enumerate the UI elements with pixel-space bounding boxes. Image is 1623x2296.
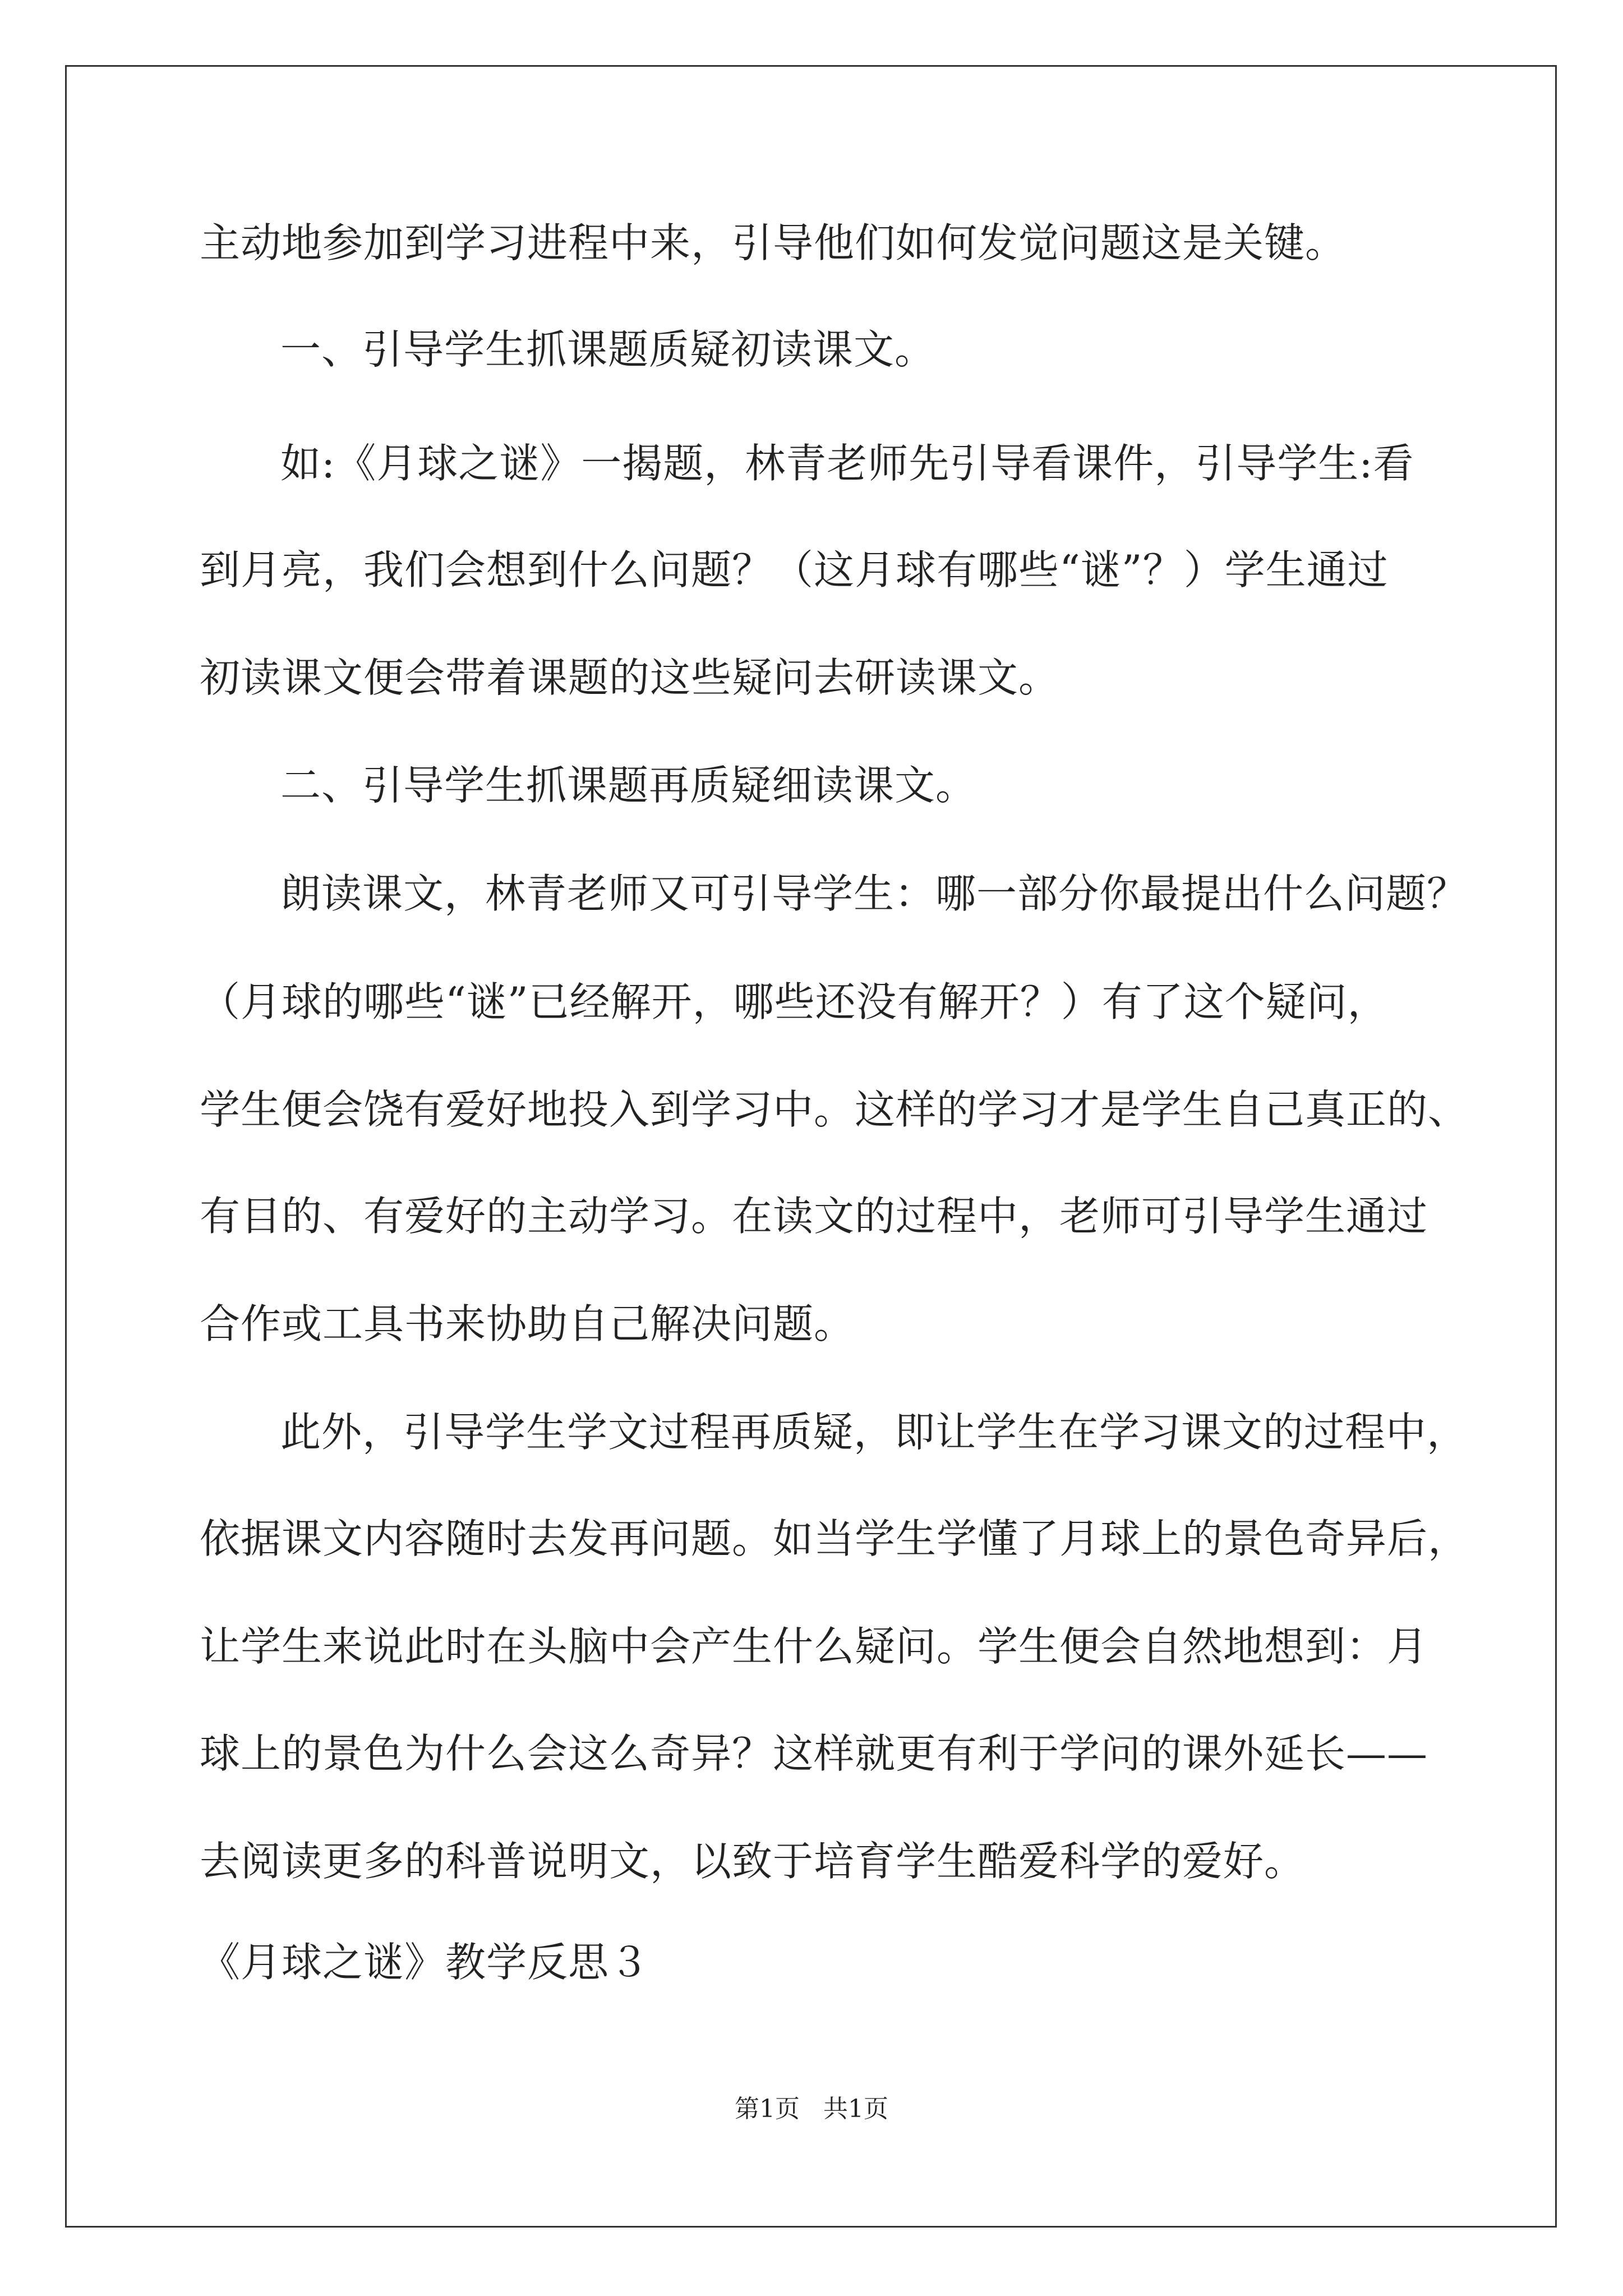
text-line: （月球的哪些“谜”已经解开，哪些还没有解开？）有了这个疑问， — [200, 978, 1389, 1025]
text-line: 有目的、有爱好的主动学习。在读文的过程中，老师可引导学生通过 — [200, 1193, 1428, 1240]
section-heading: 二、引导学生抓课题再质疑细读课文。 — [280, 762, 977, 809]
text-line: 学生便会饶有爱好地投入到学习中。这样的学习才是学生自己真正的、 — [200, 1086, 1469, 1133]
text-line: 主动地参加到学习进程中来，引导他们如何发觉问题这是关键。 — [200, 219, 1347, 266]
text-line: 朗读课文，林青老师又可引导学生：哪一部分你最提出什么问题？ — [280, 870, 1468, 917]
text-line: 如:《月球之谜》一揭题，林青老师先引导看课件，引导学生:看 — [280, 440, 1414, 487]
text-line: 到月亮，我们会想到什么问题？（这月球有哪些“谜”？）学生通过 — [200, 546, 1389, 593]
document-title: 《月球之谜》教学反思３ — [200, 1939, 651, 1986]
text-line: 初读课文便会带着课题的这些疑问去研读课文。 — [200, 654, 1060, 701]
text-line: 合作或工具书来协助自己解决问题。 — [200, 1300, 855, 1347]
text-line: 球上的景色为什么会这么奇异？这样就更有利于学问的课外延长—— — [200, 1730, 1428, 1777]
page-footer: 第1页 共1页 — [735, 2095, 888, 2123]
text-line: 去阅读更多的科普说明文，以致于培育学生酷爱科学的爱好。 — [200, 1838, 1306, 1885]
text-line: 让学生来说此时在头脑中会产生什么疑问。学生便会自然地想到：月 — [200, 1623, 1428, 1670]
text-line: 依据课文内容随时去发再问题。如当学生学懂了月球上的景色奇异后， — [200, 1515, 1469, 1562]
section-heading: 一、引导学生抓课题质疑初读课文。 — [280, 326, 936, 373]
text-line: 此外，引导学生学文过程再质疑，即让学生在学习课文的过程中， — [280, 1409, 1468, 1456]
page-border — [65, 65, 1557, 2228]
